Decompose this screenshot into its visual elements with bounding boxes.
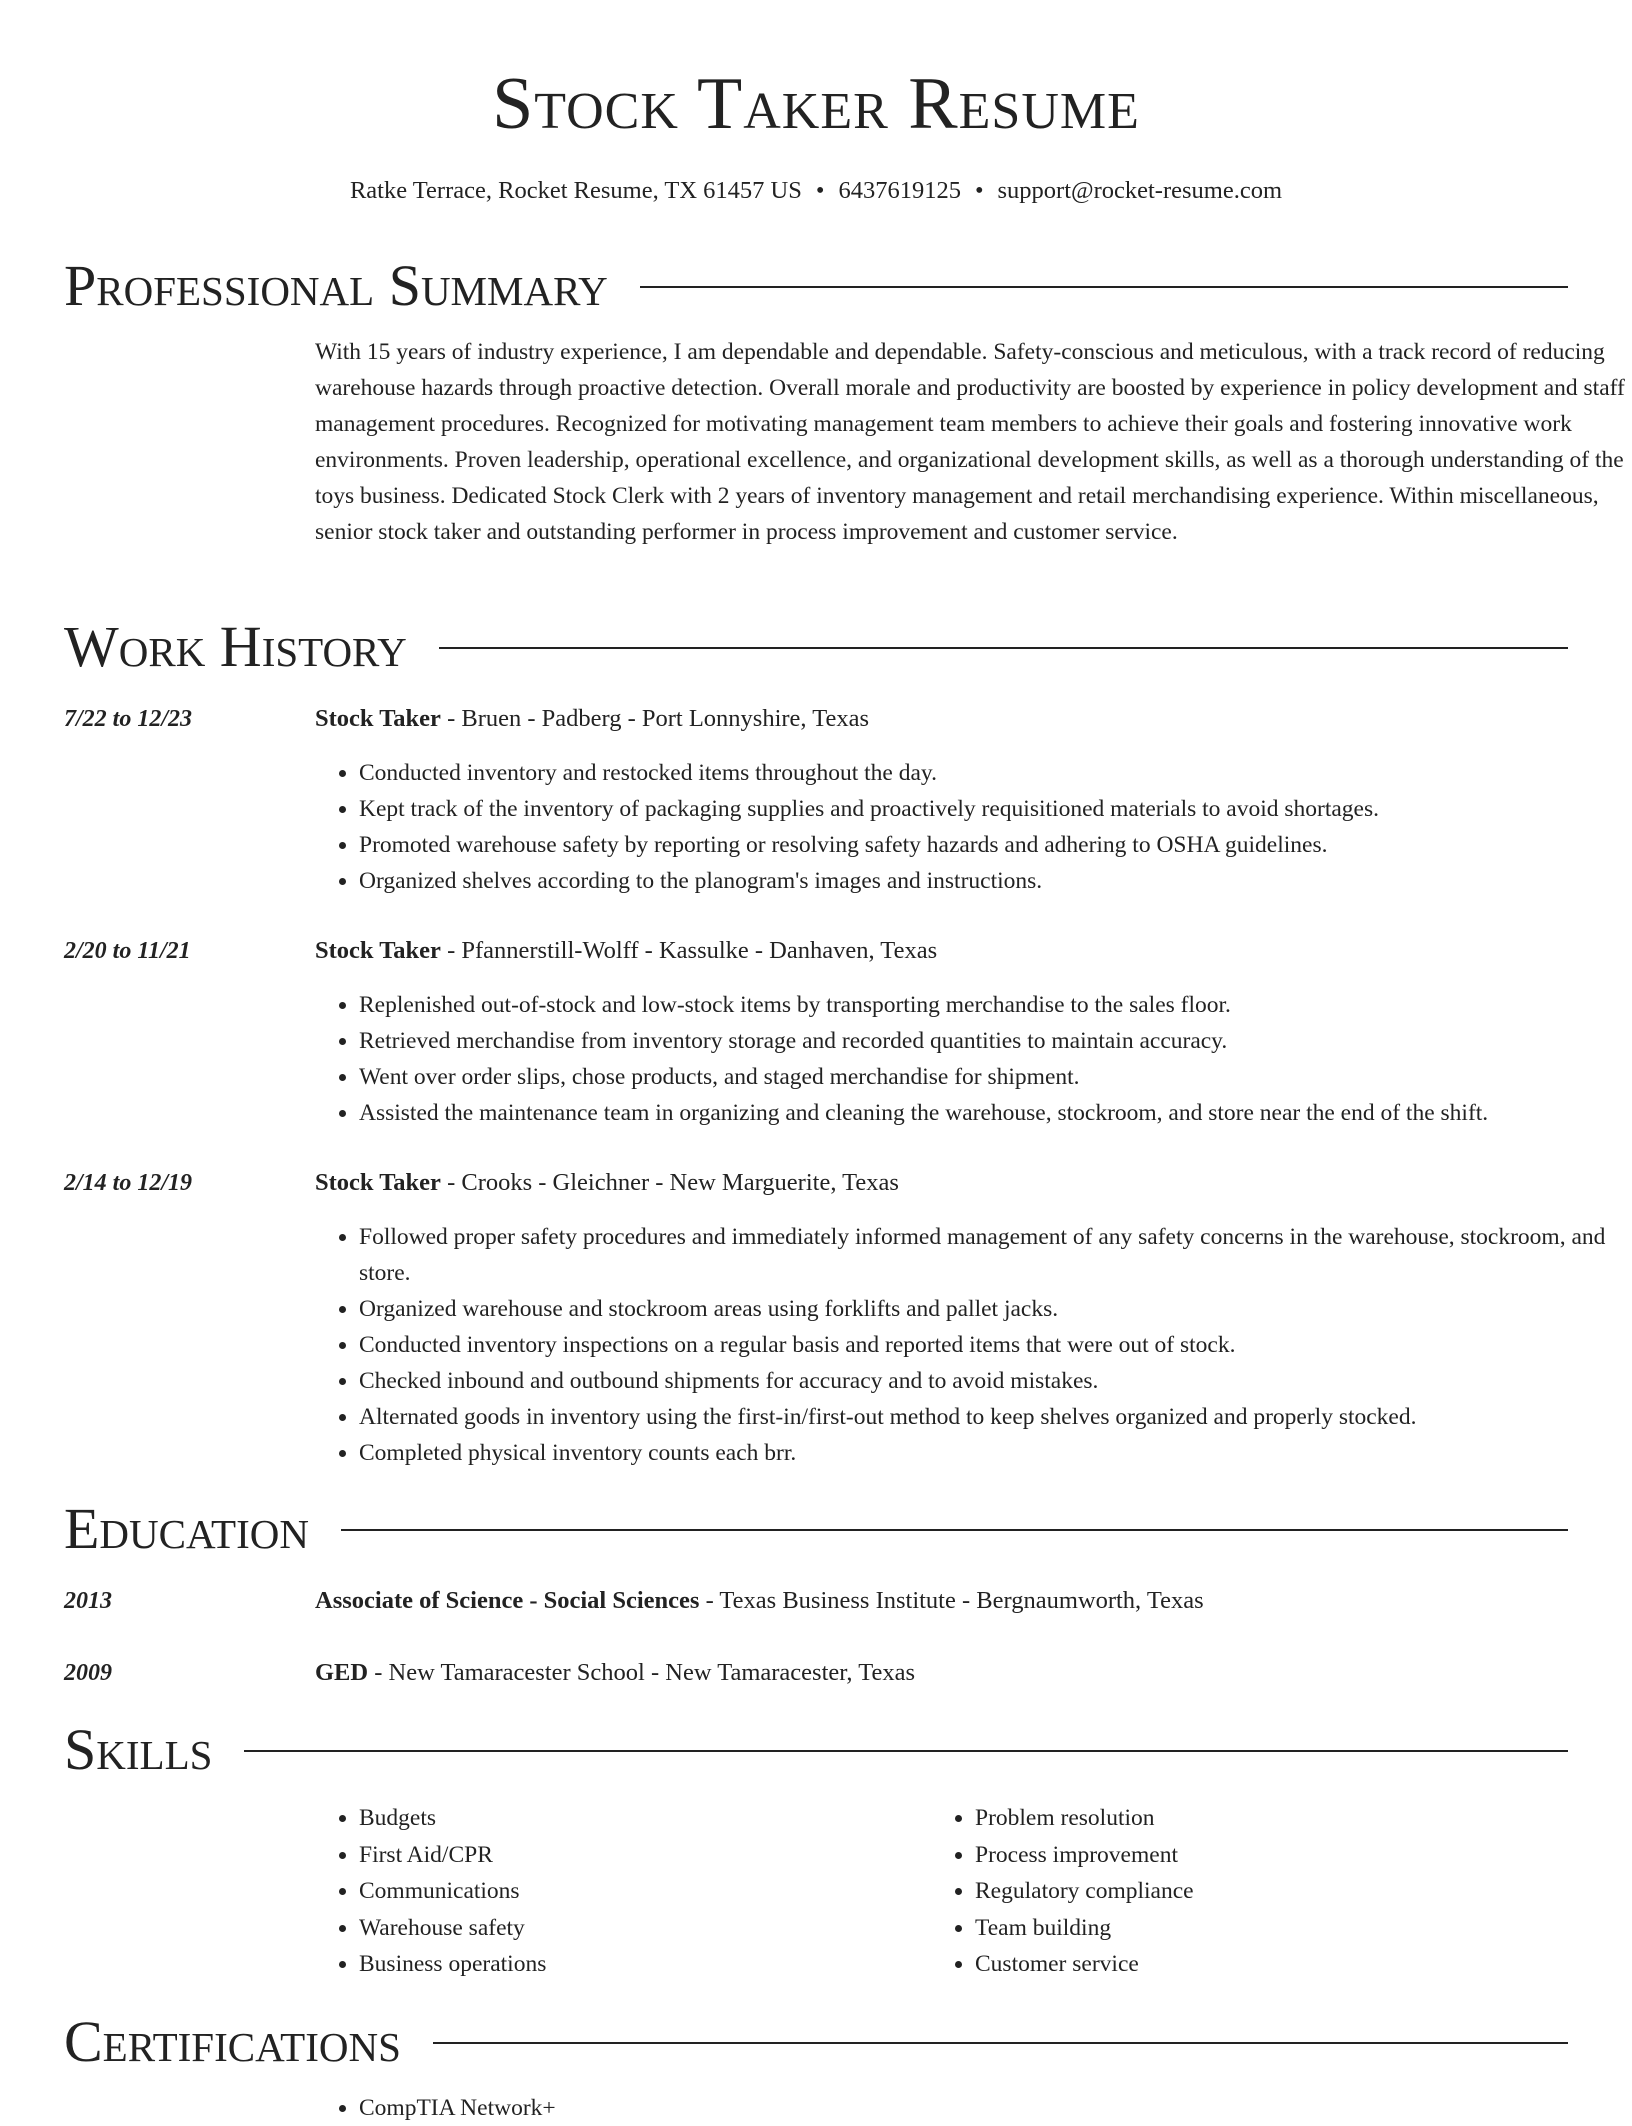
education-school-location: - Texas Business Institute - Bergnaumworth, Texas	[699, 1587, 1204, 1614]
section-title-summary: Professional Summary	[64, 253, 608, 318]
education-heading	[315, 1583, 1631, 1619]
education-degree: GED	[315, 1659, 369, 1686]
skill-item: • Regulatory compliance	[975, 1873, 1547, 1910]
job-bullet: • Retrieved merchandise from inventory storage and recorded quantities to maintain accuracy.	[359, 1023, 1631, 1059]
job-bullet: • Organized warehouse and stockroom areas using forklifts and pallet jacks.	[359, 1291, 1631, 1327]
resume-title: Stock Taker Resume	[492, 63, 1140, 145]
section-divider	[439, 647, 1568, 649]
job-heading	[315, 933, 1631, 969]
section-divider	[244, 1750, 1568, 1752]
job-title: Stock Taker	[315, 937, 441, 964]
education-entry	[315, 1655, 1631, 1691]
education-year: 2013	[64, 1588, 112, 1614]
job-dates: 2/20 to 11/21	[64, 938, 191, 964]
job-bullet: • Conducted inventory inspections on a regular basis and reported items that were out of stock.	[359, 1327, 1631, 1363]
section-header-skills	[64, 1718, 1568, 1782]
section-divider	[341, 1529, 1568, 1531]
job-heading	[315, 701, 1631, 737]
job-bullets	[315, 755, 1631, 899]
contact-separator: •	[815, 177, 825, 204]
job-bullet: • Checked inbound and outbound shipments for accuracy and to avoid mistakes.	[359, 1363, 1631, 1399]
skill-item: • First Aid/CPR	[359, 1837, 931, 1874]
job-bullet: • Went over order slips, chose products, and staged merchandise for shipment.	[359, 1059, 1631, 1095]
section-title-skills: Skills	[64, 1717, 213, 1782]
section-header-certifications	[64, 2010, 1568, 2074]
job-bullet: • Organized shelves according to the planogram's images and instructions.	[359, 863, 1631, 899]
section-title-education: Education	[64, 1496, 309, 1561]
section-divider	[640, 286, 1568, 288]
job-bullets	[315, 1219, 1631, 1471]
skill-item: • Warehouse safety	[359, 1910, 931, 1947]
education-year: 2009	[64, 1660, 112, 1686]
skills-column-left	[315, 1800, 931, 1983]
summary-text: With 15 years of industry experience, I am dependable and dependable. Safety-conscious and meticulous, with a track record of reducing warehouse hazards through proactive detection. Overall morale and productivity are boosted by experience in policy development and staff management procedures. Recognized for motivating management team members to achieve their goals and fostering innovative work environments. Proven leadership, operational excellence, and organizational development skills, as well as a thorough understanding of the toys business. Dedicated Stock Clerk with 2 years of inventory management and retail merchandising experience. Within miscellaneous, senior stock taker and outstanding performer in process improvement and customer service.	[315, 339, 1625, 545]
job-dates: 2/14 to 12/19	[64, 1170, 193, 1196]
skill-item: • Team building	[975, 1910, 1547, 1947]
contact-line	[64, 174, 1568, 208]
skill-item: • Business operations	[359, 1946, 931, 1983]
job-employer-location: - Crooks - Gleichner - New Marguerite, Texas	[440, 1169, 899, 1196]
job-dates: 7/22 to 12/23	[64, 706, 193, 732]
section-title-work-history: Work History	[64, 614, 407, 679]
job-bullet: • Kept track of the inventory of packaging supplies and proactively requisitioned materials to avoid shortages.	[359, 791, 1631, 827]
contact-phone[interactable]: 6437619125	[838, 177, 961, 204]
skill-item: • Process improvement	[975, 1837, 1547, 1874]
summary-block	[315, 334, 1631, 550]
education-degree: Associate of Science - Social Sciences	[315, 1587, 700, 1614]
job-bullet: • Followed proper safety procedures and immediately informed management of any safety concerns in the warehouse, stockroom, and store.	[359, 1219, 1631, 1291]
skill-item: • Problem resolution	[975, 1800, 1547, 1837]
section-header-education	[64, 1497, 1568, 1561]
contact-address: Ratke Terrace, Rocket Resume, TX 61457 US	[349, 177, 802, 204]
skill-item: • Communications	[359, 1873, 931, 1910]
section-header-work-history	[64, 615, 1568, 679]
job-bullets	[315, 987, 1631, 1131]
job-entry	[315, 933, 1631, 1131]
education-heading	[315, 1655, 1631, 1691]
section-title-certifications: Certifications	[64, 2009, 401, 2074]
job-heading	[315, 1165, 1631, 1201]
certification-item: • CompTIA Network+	[359, 2090, 1631, 2126]
job-bullet: • Conducted inventory and restocked items throughout the day.	[359, 755, 1631, 791]
certifications-list	[315, 2090, 1631, 2126]
job-entry	[315, 701, 1631, 899]
job-employer-location: - Pfannerstill-Wolff - Kassulke - Danhaven, Texas	[440, 937, 938, 964]
job-employer-location: - Bruen - Padberg - Port Lonnyshire, Texas	[440, 705, 870, 732]
job-entry	[315, 1165, 1631, 1471]
skill-item: • Customer service	[975, 1946, 1547, 1983]
contact-separator: •	[974, 177, 984, 204]
job-bullet: • Completed physical inventory counts each brr.	[359, 1435, 1631, 1471]
job-bullet: • Assisted the maintenance team in organizing and cleaning the warehouse, stockroom, and store near the end of the shift.	[359, 1095, 1631, 1131]
section-divider	[433, 2042, 1568, 2044]
job-bullet: • Replenished out-of-stock and low-stock items by transporting merchandise to the sales floor.	[359, 987, 1631, 1023]
education-entry	[315, 1583, 1631, 1619]
education-school-location: - New Tamaracester School - New Tamaracester, Texas	[368, 1659, 916, 1686]
contact-email[interactable]: support@rocket-resume.com	[997, 177, 1283, 204]
job-title: Stock Taker	[315, 705, 441, 732]
skill-item: • Budgets	[359, 1800, 931, 1837]
job-title: Stock Taker	[315, 1169, 441, 1196]
skills-column-right	[931, 1800, 1547, 1983]
job-bullet: • Alternated goods in inventory using the first-in/first-out method to keep shelves organized and properly stocked.	[359, 1399, 1631, 1435]
skills-list	[315, 1800, 1568, 1983]
section-header-summary	[64, 254, 1568, 318]
certifications-block	[315, 2090, 1631, 2126]
job-bullet: • Promoted warehouse safety by reporting or resolving safety hazards and adhering to OSHA guidelines.	[359, 827, 1631, 863]
